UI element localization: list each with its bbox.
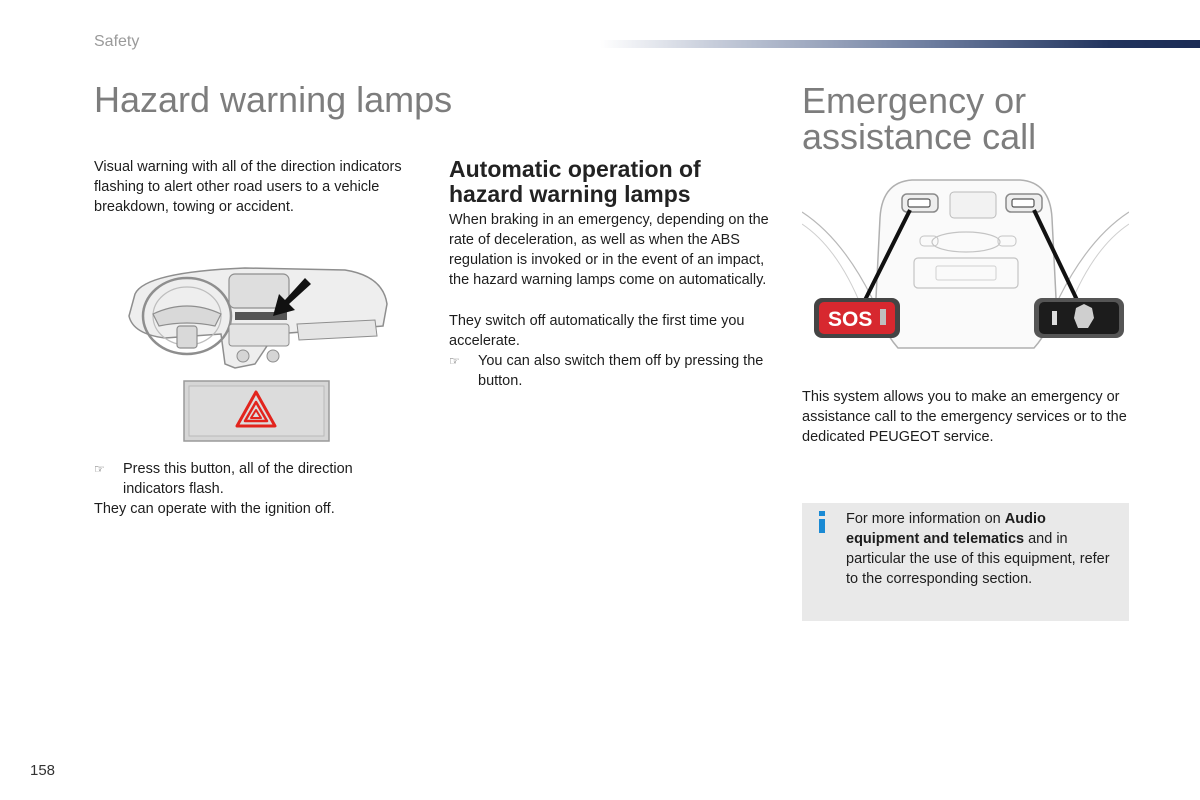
emergency-call-title: Emergency or assistance call: [802, 80, 1037, 157]
automatic-operation-heading: Automatic operation of hazard warning lamps: [449, 156, 701, 207]
info-suffix: and in particular the use of this equipment, refer to the corresponding section.: [846, 531, 1110, 587]
switch-off-bullet: [449, 351, 769, 391]
hazard-bullet: [94, 459, 394, 499]
hazard-button-closeup: [183, 380, 330, 442]
section-label: Safety: [94, 33, 140, 50]
hazard-intro-text: Visual warning with all of the direction indicators flashing to alert other road users to a vehicle breakdown, towing or accident.: [94, 159, 402, 215]
bullet-marker-icon: ☞: [449, 354, 460, 368]
switch-off-text: They switch off automatically the first time you accelerate.: [449, 313, 745, 349]
hazard-bullet-text: Press this button, all of the direction indicators flash.: [123, 461, 353, 497]
header-bar: [600, 40, 1200, 48]
page-title: Hazard warning lamps: [94, 79, 453, 120]
page-number: 158: [30, 762, 56, 779]
info-prefix: For more information on: [846, 511, 1005, 527]
automatic-operation-text: When braking in an emergency, depending on the rate of deceleration, as well as when the ABS regulation is invoked or in the event of an impact, the hazard warning lamps come on automatically.: [449, 212, 769, 288]
overhead-console-illustration: [802, 178, 1129, 376]
switch-off-bullet-text: You can also switch them off by pressing the button.: [478, 353, 764, 389]
dashboard-illustration: [125, 264, 391, 374]
bullet-marker-icon: ☞: [94, 462, 105, 476]
assistance-button: [1034, 298, 1124, 338]
sos-label: SOS: [828, 308, 873, 331]
emergency-call-text: This system allows you to make an emergency or assistance call to the emergency services or to the dedicated PEUGEOT service.: [802, 389, 1127, 445]
info-link-audio-telematics: Audio equipment and telematics: [846, 511, 1046, 547]
info-icon: [816, 511, 828, 533]
info-text: [846, 509, 1116, 589]
ignition-note: They can operate with the ignition off.: [94, 501, 335, 517]
sos-button: [814, 298, 900, 338]
